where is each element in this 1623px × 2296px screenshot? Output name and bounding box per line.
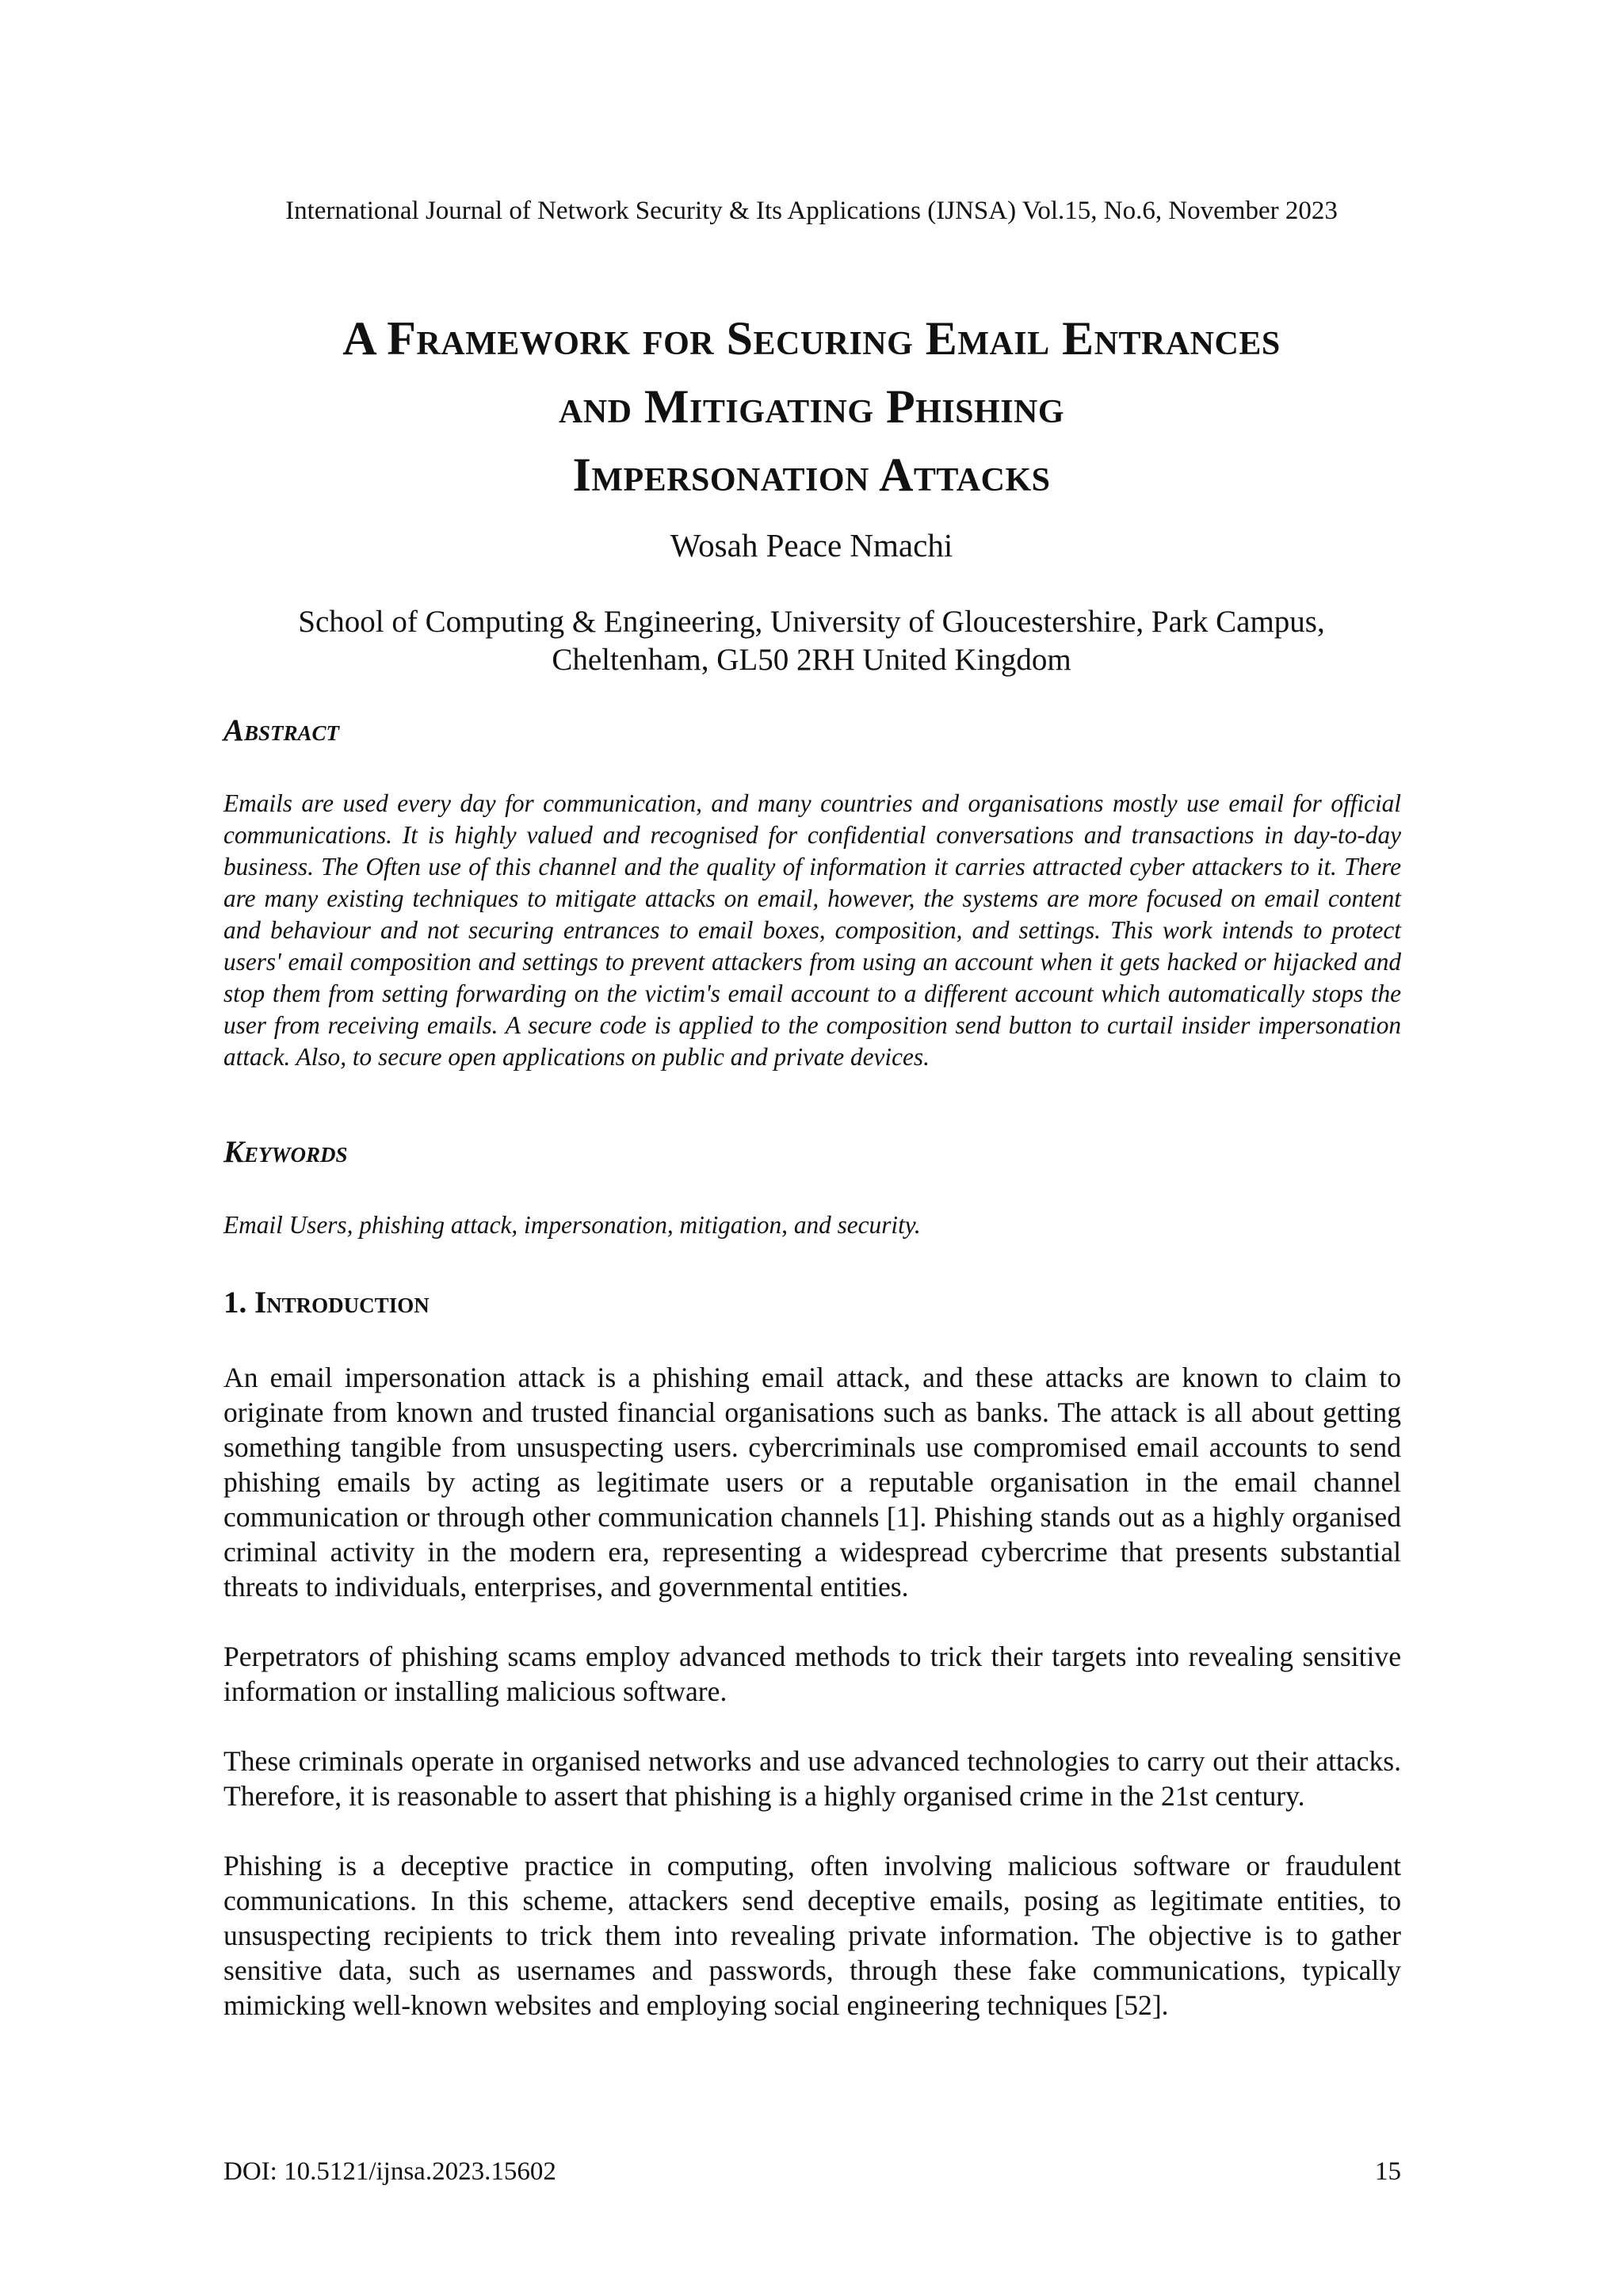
paragraph: These criminals operate in organised networks and use advanced technologies to carry out their attacks. Therefore, it is reasonable to assert that phishing is a highly organised crime in the 21st century. xyxy=(223,1745,1401,1812)
paragraph: Phishing is a deceptive practice in computing, often involving malicious software or fraudulent communications. In this scheme, attackers send deceptive emails, posing as legitimate entities, to unsuspecting recipients to trick them into revealing private information. The objective is to gather sensitive data, such as usernames and passwords, through these fake communications, typically mimicking well-known websites and employing social engineering techniques [52]. xyxy=(223,1850,1401,2021)
introduction-heading: 1. Introduction xyxy=(223,1286,430,1320)
title-line: Impersonation Attacks xyxy=(572,449,1051,501)
paper-title xyxy=(158,304,1465,509)
title-line: and Mitigating Phishing xyxy=(558,380,1065,433)
paragraph: Perpetrators of phishing scams employ advanced methods to trick their targets into revealing sensitive information or installing malicious software. xyxy=(223,1641,1401,1707)
introduction-body xyxy=(223,1360,1401,2057)
running-header: International Journal of Network Security & Its Applications (IJNSA) Vol.15, No.6, November 2023 xyxy=(285,197,1338,225)
page-number: 15 xyxy=(1375,2157,1401,2186)
abstract-heading: Abstract xyxy=(223,713,340,747)
title-line: A Framework for Securing Email Entrances xyxy=(342,312,1281,365)
affiliation-line: School of Computing & Engineering, University of Gloucestershire, Park Campus, xyxy=(298,605,1325,639)
keywords-text: Email Users, phishing attack, impersonation, mitigation, and security. xyxy=(223,1211,921,1239)
doi-footer: DOI: 10.5121/ijnsa.2023.15602 xyxy=(223,2157,556,2186)
author-affiliation xyxy=(198,603,1425,679)
paragraph: An email impersonation attack is a phishing email attack, and these attacks are known to claim to originate from known and trusted financial organisations such as banks. The attack is all about getting something tangible from unsuspecting users. cybercriminals use compromised email accounts to send phishing emails by acting as legitimate users or a reputable organisation in the email channel communication or through other communication channels [1]. Phishing stands out as a highly organised criminal activity in the modern era, representing a widespread cybercrime that presents substantial threats to individuals, enterprises, and governmental entities. xyxy=(223,1362,1401,1603)
abstract-text: Emails are used every day for communication, and many countries and organisations mostly use email for official communications. It is highly valued and recognised for confidential conversations and transactions in day-to-day business. The Often use of this channel and the quality of information it carries attracted cyber attackers to it. There are many existing techniques to mitigate attacks on email, however, the systems are more focused on email content and behaviour and not securing entrances to email boxes, composition, and settings. This work intends to protect users' email composition and settings to prevent attackers from using an account when it gets hacked or hijacked and stop them from setting forwarding on the victim's email account to a different account which automatically stops the user from receiving emails. A secure code is applied to the composition send button to curtail insider impersonation attack. Also, to secure open applications on public and private devices. xyxy=(223,789,1401,1071)
keywords-heading: Keywords xyxy=(223,1135,348,1169)
author-name: Wosah Peace Nmachi xyxy=(670,527,953,563)
affiliation-line: Cheltenham, GL50 2RH United Kingdom xyxy=(552,643,1071,677)
